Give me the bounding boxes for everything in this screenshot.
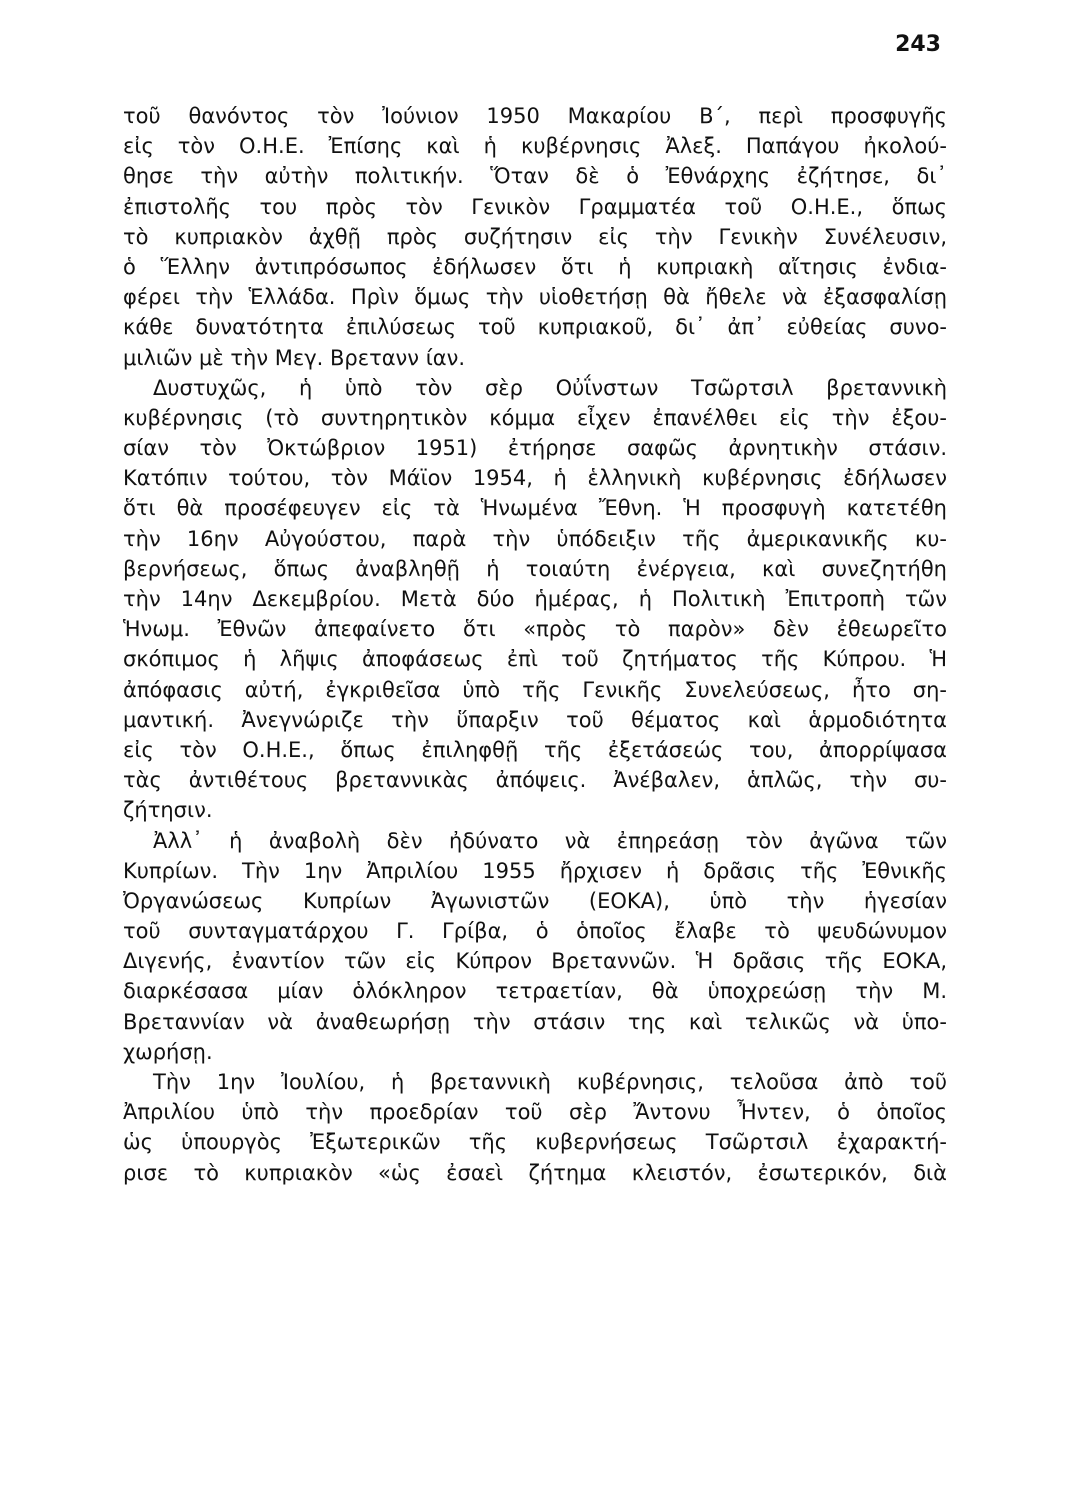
text-line: σίαν τὸν Ὀκτώβριον 1951) ἐτήρησε σαφῶς ἀρνητικὴν στάσιν. <box>123 436 947 461</box>
text-line: ὅτι θὰ προσέφευγεν εἰς τὰ Ἡνωμένα Ἔθνη. Ἡ προσφυγὴ κατετέθη <box>123 496 947 521</box>
text-line: τοῦ θανόντος τὸν Ἰούνιον 1950 Μακαρίου Β΄, περὶ προσφυγῆς <box>123 104 947 128</box>
page-number: 243 <box>895 32 941 57</box>
text-line: ζήτησιν. <box>123 798 213 823</box>
text-line: τὰς ἀντιθέτους βρεταννικὰς ἀπόψεις. Ἀνέβαλεν, ἁπλῶς, τὴν συ- <box>123 768 947 793</box>
text-line: Ἡνωμ. Ἐθνῶν ἀπεφαίνετο ὅτι «πρὸς τὸ παρὸν» δὲν ἐθεωρεῖτο <box>123 617 947 642</box>
text-line: μιλιῶν μὲ τὴν Μεγ. Βρετανν ίαν. <box>123 345 466 370</box>
text-line: σκόπιμος ἡ λῆψις ἀποφάσεως ἐπὶ τοῦ ζητήματος τῆς Κύπρου. Ἡ <box>123 647 947 672</box>
text-line: Ἀπριλίου ὑπὸ τὴν προεδρίαν τοῦ σὲρ Ἄντονυ Ἦντεν, ὁ ὁποῖος <box>123 1100 947 1125</box>
text-line: διαρκέσασα μίαν ὁλόκληρον τετραετίαν, θὰ ὑποχρεώσῃ τὴν Μ. <box>123 979 947 1004</box>
text-line: Κυπρίων. Τὴν 1ην Ἀπριλίου 1955 ἤρχισεν ἡ δρᾶσις τῆς Ἐθνικῆς <box>123 858 947 883</box>
text-line: εἰς τὸν Ο.Η.Ε. Ἐπίσης καὶ ἡ κυβέρνησις Ἀλεξ. Παπάγου ἠκολού- <box>123 134 947 159</box>
text-line: φέρει τὴν Ἑλλάδα. Πρὶν ὅμως τὴν υἱοθετήσῃ θὰ ἤθελε νὰ ἐξασφαλίσῃ <box>123 285 947 310</box>
text-line: εἰς τὸν Ο.Η.Ε., ὅπως ἐπιληφθῇ τῆς ἐξετάσεώς του, ἀπορρίψασα <box>123 737 947 762</box>
text-line: Τὴν 1ην Ἰουλίου, ἡ βρεταννικὴ κυβέρνησις, τελοῦσα ἀπὸ τοῦ <box>153 1070 947 1094</box>
text-line: ἐπιστολῆς του πρὸς τὸν Γενικὸν Γραμματέα τοῦ Ο.Η.Ε., ὅπως <box>123 194 947 219</box>
text-line: τὴν 14ην Δεκεμβρίου. Μετὰ δύο ἡμέρας, ἡ Πολιτικὴ Ἐπιτροπὴ τῶν <box>123 587 947 611</box>
text-line: ρισε τὸ κυπριακὸν «ὡς ἐσαεὶ ζήτημα κλειστόν, ἐσωτερικόν, διὰ <box>123 1160 947 1185</box>
text-line: ὁ Ἕλλην ἀντιπρόσωπος ἐδήλωσεν ὅτι ἡ κυπριακὴ αἴτησις ἐνδια- <box>123 254 947 279</box>
body-text <box>123 101 947 1188</box>
text-line: κυβέρνησις (τὸ συντηρητικὸν κόμμα εἶχεν ἐπανέλθει εἰς τὴν ἐξου- <box>123 405 947 430</box>
text-line: Δυστυχῶς, ἡ ὑπὸ τὸν σὲρ Οὐΐνστων Τσῶρτσιλ βρεταννικὴ <box>153 375 947 400</box>
text-line: βερνήσεως, ὅπως ἀναβληθῇ ἡ τοιαύτη ἐνέργεια, καὶ συνεζητήθη <box>123 556 947 581</box>
text-line: ἀπόφασις αὐτή, ἐγκριθεῖσα ὑπὸ τῆς Γενικῆς Συνελεύσεως, ἦτο ση- <box>123 677 947 702</box>
text-line: χωρήσῃ. <box>123 1039 213 1064</box>
text-line: θησε τὴν αὐτὴν πολιτικήν. Ὅταν δὲ ὁ Ἐθνάρχης ἐζήτησε, δι᾿ <box>123 164 947 189</box>
text-line: Διγενής, ἐναντίον τῶν εἰς Κύπρον Βρεταννῶν. Ἡ δρᾶσις τῆς ΕΟΚΑ, <box>123 949 947 974</box>
text-line: Ὀργανώσεως Κυπρίων Ἀγωνιστῶν (ΕΟΚΑ), ὑπὸ τὴν ἡγεσίαν <box>123 888 947 913</box>
text-line: τὸ κυπριακὸν ἀχθῇ πρὸς συζήτησιν εἰς τὴν Γενικὴν Συνέλευσιν, <box>123 224 947 249</box>
text-line: Βρεταννίαν νὰ ἀναθεωρήσῃ τὴν στάσιν της καὶ τελικῶς νὰ ὑπο- <box>123 1009 947 1034</box>
text-line: τὴν 16ην Αὐγούστου, παρὰ τὴν ὑπόδειξιν τῆς ἀμερικανικῆς κυ- <box>123 526 947 551</box>
text-line: μαντική. Ἀνεγνώριζε τὴν ὕπαρξιν τοῦ θέματος καὶ ἁρμοδιότητα <box>123 707 947 732</box>
text-line: τοῦ συνταγματάρχου Γ. Γρίβα, ὁ ὁποῖος ἔλαβε τὸ ψευδώνυμον <box>123 919 947 944</box>
text-line: ὡς ὑπουργὸς Ἐξωτερικῶν τῆς κυβερνήσεως Τσῶρτσιλ ἐχαρακτή- <box>123 1130 947 1155</box>
text-line: Ἀλλ᾿ ἡ ἀναβολὴ δὲν ἠδύνατο νὰ ἐπηρεάσῃ τὸν ἀγῶνα τῶν <box>153 828 947 853</box>
text-line: κάθε δυνατότητα ἐπιλύσεως τοῦ κυπριακοῦ, δι᾿ ἀπ᾿ εὐθείας συνο- <box>123 315 947 340</box>
text-line: Κατόπιν τούτου, τὸν Μάϊον 1954, ἡ ἑλληνικὴ κυβέρνησις ἐδήλωσεν <box>123 466 947 491</box>
